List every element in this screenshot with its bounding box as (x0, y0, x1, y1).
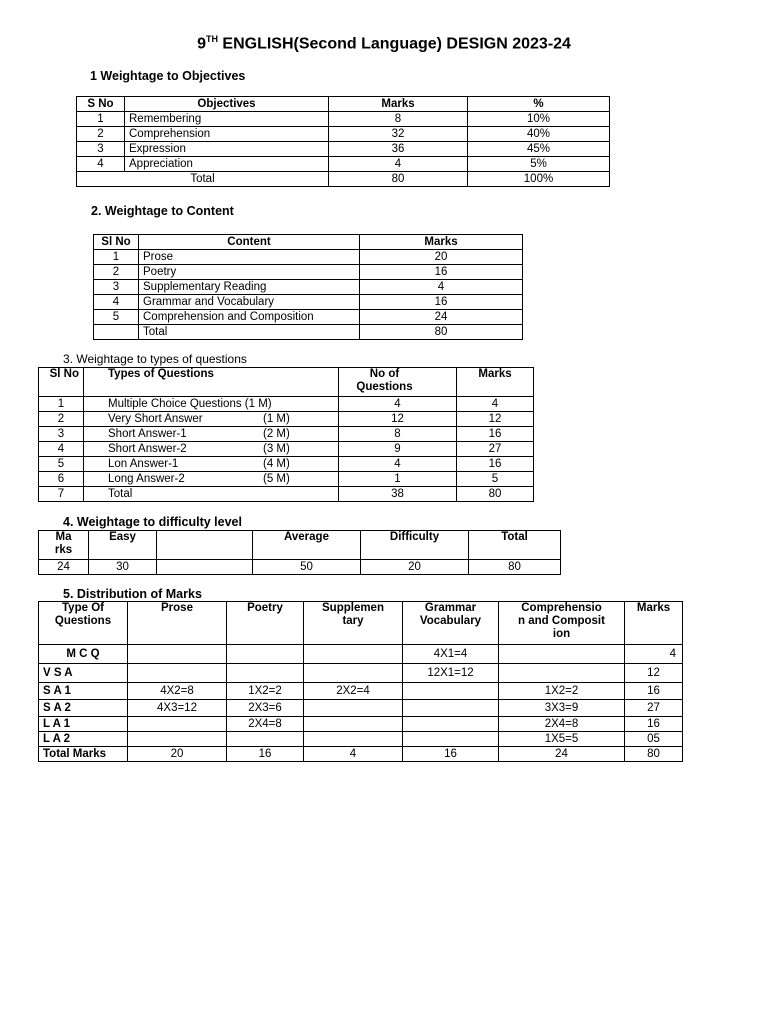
table-row: 2 Comprehension 32 40% (77, 127, 610, 142)
total-row: 7 Total 38 80 (39, 487, 534, 502)
table-row: 4 Short Answer-2 (3 M) 9 27 (39, 442, 534, 457)
table-row: 2 Very Short Answer (1 M) 12 12 (39, 412, 534, 427)
header-slno: Sl No (94, 235, 139, 250)
header-supplementary: Supplemen tary (304, 602, 403, 645)
header-marks: Marks (625, 602, 683, 645)
header-total: Total (469, 531, 561, 560)
section-2-heading: 2. Weightage to Content (91, 204, 234, 218)
table-row: 5 Comprehension and Composition 24 (94, 310, 523, 325)
table-row: 4 Appreciation 4 5% (77, 157, 610, 172)
content-table (93, 234, 523, 340)
section-1-heading: 1 Weightage to Objectives (90, 69, 246, 83)
header-question-types: Types of Questions (84, 368, 339, 397)
marks-distribution-table (38, 601, 683, 762)
header-slno: Sl No (39, 368, 84, 397)
header-empty (157, 531, 253, 560)
header-type: Type Of Questions (39, 602, 128, 645)
header-marks: Marks (329, 97, 468, 112)
table-row: V S A 12X1=12 12 (39, 664, 683, 683)
total-row: Total Marks 20 16 4 16 24 80 (39, 747, 683, 762)
question-types-table (38, 367, 534, 502)
header-grammar: Grammar Vocabulary (403, 602, 499, 645)
header-no-of-questions: No of Questions (339, 368, 457, 397)
header-easy: Easy (89, 531, 157, 560)
table-row: 1 Multiple Choice Questions (1 M) 4 4 (39, 397, 534, 412)
table-row: 1 Remembering 8 10% (77, 112, 610, 127)
header-comprehension: Comprehensio n and Composition (499, 602, 625, 645)
table-row: L A 2 1X5=5 05 (39, 732, 683, 747)
table-row: L A 1 2X4=8 2X4=8 16 (39, 717, 683, 732)
table-row: S A 2 4X3=12 2X3=6 3X3=9 27 (39, 700, 683, 717)
header-sno: S No (77, 97, 125, 112)
table-row: 3 Expression 36 45% (77, 142, 610, 157)
table-row: 5 Lon Answer-1 (4 M) 4 16 (39, 457, 534, 472)
table-row: S A 1 4X2=8 1X2=2 2X2=4 1X2=2 16 (39, 683, 683, 700)
objectives-table (76, 96, 610, 187)
total-row: Total 80 (94, 325, 523, 340)
header-objectives: Objectives (125, 97, 329, 112)
header-poetry: Poetry (227, 602, 304, 645)
header-marks: Marks (457, 368, 534, 397)
header-average: Average (253, 531, 361, 560)
header-content: Content (139, 235, 360, 250)
section-3-heading: 3. Weightage to types of questions (63, 352, 247, 366)
table-row: 6 Long Answer-2 (5 M) 1 5 (39, 472, 534, 487)
section-4-heading: 4. Weightage to difficulty level (63, 515, 242, 529)
table-row: 4 Grammar and Vocabulary 16 (94, 295, 523, 310)
table-row: M C Q 4X1=4 4 (39, 645, 683, 664)
header-prose: Prose (128, 602, 227, 645)
table-row: 3 Short Answer-1 (2 M) 8 16 (39, 427, 534, 442)
page-title: 9TH ENGLISH(Second Language) DESIGN 2023-24 (197, 34, 571, 53)
table-row: 2 Poetry 16 (94, 265, 523, 280)
table-row: 3 Supplementary Reading 4 (94, 280, 523, 295)
section-5-heading: 5. Distribution of Marks (63, 587, 202, 601)
header-difficulty: Difficulty (361, 531, 469, 560)
difficulty-table (38, 530, 561, 575)
total-row: Total 80 100% (77, 172, 610, 187)
header-marks: Ma rks (39, 531, 89, 560)
header-percent: % (468, 97, 610, 112)
table-row: 24 30 50 20 80 (39, 560, 561, 575)
header-marks: Marks (360, 235, 523, 250)
table-row: 1 Prose 20 (94, 250, 523, 265)
